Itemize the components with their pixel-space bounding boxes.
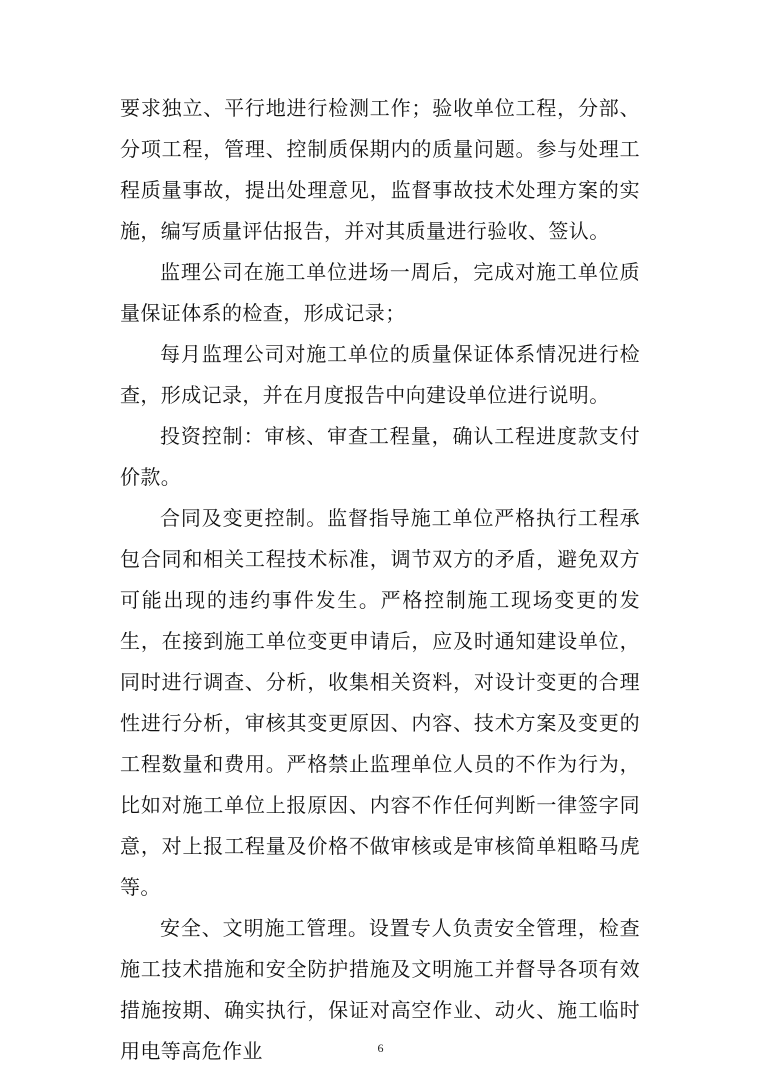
paragraph-quality-system-check: 监理公司在施工单位进场一周后，完成对施工单位质量保证体系的检查，形成记录； <box>120 260 640 325</box>
paragraph-investment-control: 投资控制：审核、审查工程量，确认工程进度款支付价款。 <box>120 424 640 489</box>
paragraph-continuation: 要求独立、平行地进行检测工作；验收单位工程，分部、分项工程，管理、控制质保期内的质量问题。参与处理工程质量事故，提出处理意见，监督事故技术处理方案的实施，编写质量评估报告，并对其质量进行验收、签认。 <box>120 96 640 243</box>
page-number: 6 <box>377 1041 384 1055</box>
paragraph-safety-management: 安全、文明施工管理。设置专人负责安全管理，检查施工技术措施和安全防护措施及文明施工并督导各项有效措施按期、确实执行，保证对高空作业、动火、施工临时用电等高危作业 <box>120 916 640 1063</box>
paragraph-contract-change-control: 合同及变更控制。监督指导施工单位严格执行工程承包合同和相关工程技术标准，调节双方的矛盾，避免双方可能出现的违约事件发生。严格控制施工现场变更的发生，在接到施工单位变更申请后，应及时通知建设单位，同时进行调查、分析，收集相关资料，对设计变更的合理性进行分析，审核其变更原因、内容、技术方案及变更的工程数量和费用。严格禁止监理单位人员的不作为行为，比如对施工单位上报原因、内容不作任何判断一律签字同意，对上报工程量及价格不做审核或是审核简单粗略马虎等。 <box>120 506 640 899</box>
document-body <box>120 88 640 1072</box>
paragraph-monthly-inspection: 每月监理公司对施工单位的质量保证体系情况进行检查，形成记录，并在月度报告中向建设单位进行说明。 <box>120 342 640 407</box>
